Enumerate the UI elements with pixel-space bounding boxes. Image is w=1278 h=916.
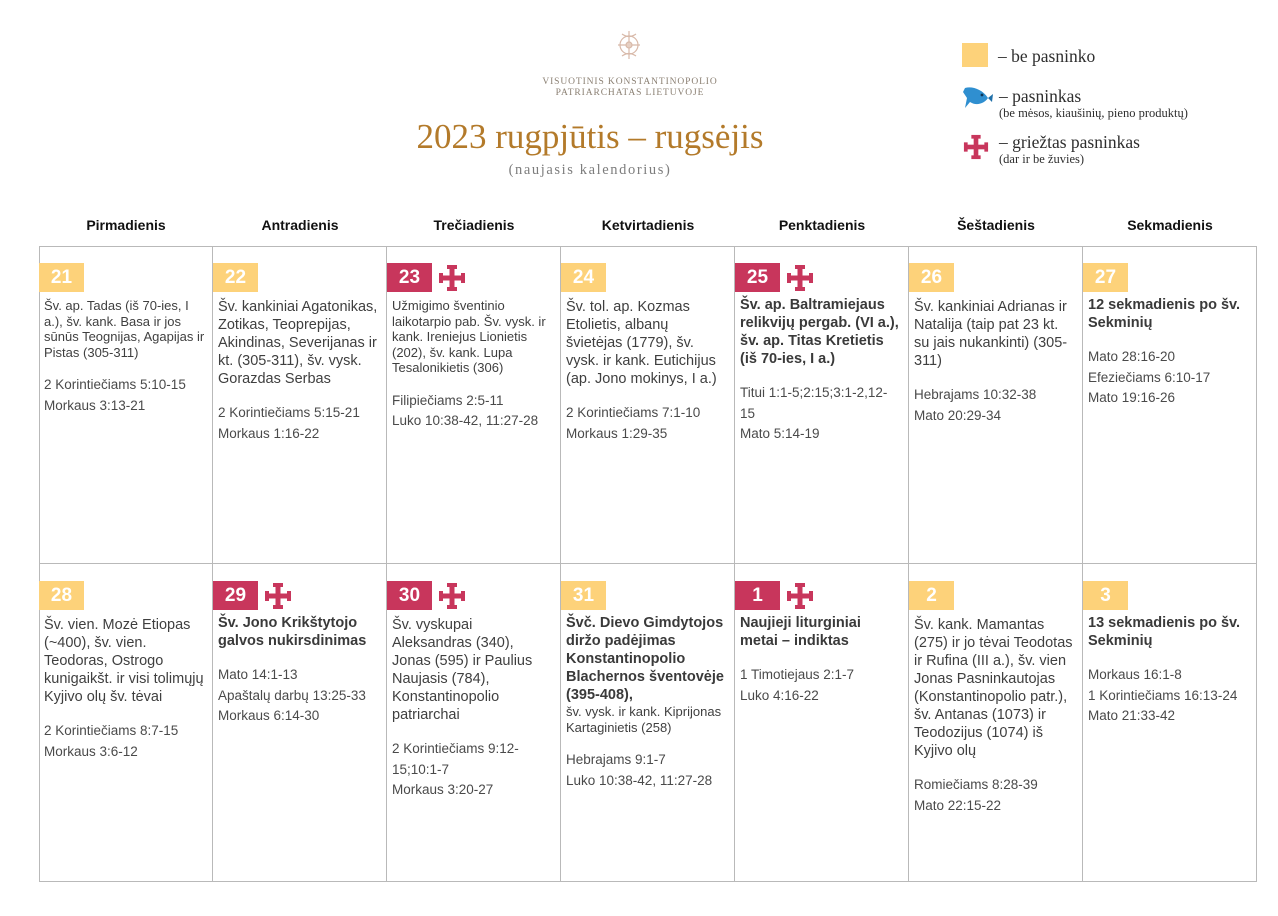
patriarchate-line-1: VISUOTINIS KONSTANTINOPOLIO: [542, 77, 718, 87]
day-number: 31: [561, 581, 606, 610]
day-content: [740, 614, 902, 706]
day-number: 2: [909, 581, 954, 610]
day-content: [218, 614, 380, 727]
day-content: [44, 616, 206, 762]
legend-label: – be pasninko: [998, 46, 1096, 66]
legend-no-fast: [998, 46, 1095, 67]
day-number: 27: [1083, 263, 1128, 292]
feast-description: Švč. Dievo Gimdytojos diržo padėjimas Konstantinopolio Blachernos šventovėje (395-408),: [566, 615, 724, 703]
calendar-day-cell: [213, 564, 387, 882]
reading-reference: 1 Korintiečiams 16:13-24: [1088, 687, 1238, 703]
reading-reference: Morkaus 1:29-35: [566, 425, 668, 441]
calendar-day-cell: [1083, 246, 1257, 564]
page-subtitle: (naujasis kalendorius): [508, 162, 672, 178]
day-content: [740, 296, 902, 445]
feast-description: Šv. kank. Mamantas (275) ir jo tėvai Teodotas ir Rufina (III a.), šv. vien Jonas Pasninkautojas (Konstantinopolio patr.), šv. Antanas (1073) ir Teodozijus (1074) iš Kyjivo olų: [914, 617, 1073, 759]
reading-reference: Mato 14:1-13: [218, 667, 298, 682]
calendar-day-cell: [387, 246, 561, 564]
reading-reference: Romiečiams 8:28-39: [914, 777, 1038, 792]
calendar-day-cell: [1083, 564, 1257, 882]
feast-description: 12 sekmadienis po šv. Sekminių: [1088, 297, 1241, 331]
scripture-readings: [740, 665, 902, 706]
day-content: [392, 616, 554, 801]
day-content: [218, 298, 380, 444]
reading-reference: Mato 19:16-26: [1088, 390, 1176, 405]
feast-description: Šv. kankiniai Adrianas ir Natalija (taip pat 23 kt. su jais nukankinti) (305-311): [914, 299, 1068, 369]
legend-note: (be mėsos, kiaušinių, pieno produktų): [999, 106, 1188, 120]
day-number: 24: [561, 263, 606, 292]
scripture-readings: [392, 739, 554, 801]
feast-description: Šv. kankiniai Agatonikas, Zotikas, Teoprepijas, Akindinas, Severijanas ir kt. (305-311), šv. vysk. Gorazdas Serbas: [218, 299, 378, 387]
scripture-readings: [44, 721, 206, 762]
day-content: [1088, 296, 1251, 409]
weekday-label: Antradienis: [261, 217, 339, 233]
scripture-readings: [44, 375, 206, 416]
calendar-day-cell: [561, 246, 735, 564]
fish-icon: [962, 84, 994, 110]
reading-reference: 1 Timotiejaus 2:1-7: [740, 667, 855, 682]
day-number: 25: [735, 263, 780, 292]
scripture-readings: [392, 391, 554, 432]
page-title: 2023 rugpjūtis – rugsėjis: [416, 117, 764, 156]
patriarchate-name: [490, 77, 770, 99]
reading-reference: 2 Korintiečiams 5:10-15: [44, 377, 186, 392]
cross-icon: [264, 582, 292, 610]
reading-reference: Morkaus 6:14-30: [218, 708, 320, 723]
day-number: 22: [213, 263, 258, 292]
reading-reference: Hebrajams 9:1-7: [566, 752, 666, 767]
patriarchate-emblem-icon: [612, 28, 646, 62]
day-number: 1: [735, 581, 780, 610]
reading-reference: Luko 10:38-42, 11:27-28: [392, 413, 539, 428]
calendar-day-cell: [561, 564, 735, 882]
cross-icon: [786, 582, 814, 610]
calendar-day-cell: [909, 246, 1083, 564]
reading-reference: Mato 5:14-19: [740, 426, 820, 441]
reading-reference: Mato 22:15-22: [914, 797, 1002, 813]
scripture-readings: [740, 383, 902, 445]
day-content: [392, 298, 554, 432]
day-content: [1088, 614, 1251, 727]
feast-description: Užmigimo šventinio laikotarpio pab. Šv. vysk. ir kank. Ireniejus Lionietis (202), šv. kank. Lupa Tesalonikietis (306): [392, 298, 546, 375]
legend-fast: [999, 86, 1188, 121]
reading-reference: Morkaus 3:20-27: [392, 782, 494, 797]
day-number: 3: [1083, 581, 1128, 610]
reading-reference: Titui 1:1-5;2:15;3:1-2,12-15: [740, 385, 888, 421]
feast-description: Šv. tol. ap. Kozmas Etolietis, albanų švietėjas (1779), šv. vysk. ir kank. Eutichijus (ap. Jono mokinys, I a.): [566, 299, 717, 387]
weekday-label: Trečiadienis: [433, 217, 515, 233]
reading-reference: Efeziečiams 6:10-17: [1088, 369, 1211, 385]
feast-description: Šv. ap. Baltramiejaus relikvijų pergab. (VI a.), šv. ap. Titas Kretietis (iš 70-ies, I a.): [740, 297, 899, 367]
reading-reference: Apaštalų darbų 13:25-33: [218, 687, 366, 703]
day-content: [914, 298, 1076, 426]
feast-description: Naujieji liturginiai metai – indiktas: [740, 615, 861, 649]
feast-description: Šv. ap. Tadas (iš 70-ies, I a.), šv. kank. Basa ir jos sūnūs Teognijas, Agapijas ir Pistas (305-311): [44, 298, 205, 360]
reading-reference: Morkaus 3:6-12: [44, 743, 138, 759]
legend-label: – griežtas pasninkas: [999, 132, 1140, 152]
calendar-day-cell: [909, 564, 1083, 882]
scripture-readings: [914, 775, 1076, 816]
calendar-day-cell: [213, 246, 387, 564]
day-number: 28: [39, 581, 84, 610]
scripture-readings: [566, 403, 728, 444]
day-content: [44, 298, 206, 416]
scripture-readings: [218, 403, 380, 444]
calendar-day-cell: [39, 246, 213, 564]
legend-label: – pasninkas: [999, 86, 1082, 106]
feast-description: Šv. Jono Krikštytojo galvos nukirsdinimas: [218, 615, 367, 649]
scripture-readings: [1088, 665, 1251, 727]
reading-reference: Mato 28:16-20: [1088, 349, 1176, 364]
reading-reference: Mato 20:29-34: [914, 407, 1002, 423]
legend-strict-fast: [999, 132, 1140, 167]
day-number: 23: [387, 263, 432, 292]
feast-description: 13 sekmadienis po šv. Sekminių: [1088, 615, 1241, 649]
reading-reference: Filipiečiams 2:5-11: [392, 392, 504, 408]
reading-reference: Luko 10:38-42, 11:27-28: [566, 772, 713, 788]
reading-reference: Morkaus 1:16-22: [218, 425, 320, 441]
cross-icon: [438, 582, 466, 610]
legend-note: (dar ir be žuvies): [999, 152, 1085, 166]
reading-reference: 2 Korintiečiams 8:7-15: [44, 723, 179, 738]
scripture-readings: [218, 665, 380, 727]
reading-reference: 2 Korintiečiams 7:1-10: [566, 405, 701, 420]
day-content: [914, 616, 1076, 816]
cross-icon: [786, 264, 814, 292]
feast-description: Šv. vyskupai Aleksandras (340), Jonas (595) ir Paulius Naujasis (784), Konstantinopolio patriarchai: [392, 617, 533, 723]
cross-icon: [962, 134, 990, 160]
scripture-readings: [566, 750, 728, 791]
weekday-label: Penktadienis: [778, 217, 866, 233]
scripture-readings: [1088, 347, 1251, 409]
reading-reference: 2 Korintiečiams 5:15-21: [218, 405, 360, 420]
feast-description-extra: šv. vysk. ir kank. Kiprijonas Kartaginietis (258): [566, 704, 722, 735]
weekday-label: Ketvirtadienis: [601, 217, 695, 233]
day-number: 26: [909, 263, 954, 292]
day-content: [566, 298, 728, 444]
calendar-day-cell: [387, 564, 561, 882]
cross-icon: [438, 264, 466, 292]
reading-reference: 2 Korintiečiams 9:12-15;10:1-7: [392, 741, 519, 777]
weekday-label: Sekmadienis: [1127, 217, 1213, 233]
calendar-day-cell: [39, 564, 213, 882]
day-number: 21: [39, 263, 84, 292]
patriarchate-line-2: PATRIARCHATAS LIETUVOJE: [555, 88, 705, 98]
reading-reference: Luko 4:16-22: [740, 687, 819, 703]
day-number: 29: [213, 581, 258, 610]
day-content: [566, 614, 728, 791]
day-number: 30: [387, 581, 432, 610]
weekday-label: Pirmadienis: [86, 217, 166, 233]
reading-reference: Mato 21:33-42: [1088, 708, 1176, 723]
reading-reference: Morkaus 3:13-21: [44, 397, 146, 413]
feast-description: Šv. vien. Mozė Etiopas (~400), šv. vien. Teodoras, Ostrogo kunigaikšt. ir visi tolimųjų Kyjivo olų šv. tėvai: [44, 617, 204, 705]
calendar-grid: [39, 246, 1257, 882]
calendar-header: [0, 0, 1278, 200]
weekday-label: Šeštadienis: [957, 217, 1035, 233]
reading-reference: Morkaus 16:1-8: [1088, 667, 1182, 682]
calendar-day-cell: [735, 246, 909, 564]
scripture-readings: [914, 385, 1076, 426]
reading-reference: Hebrajams 10:32-38: [914, 387, 1037, 402]
no-fast-swatch-icon: [962, 43, 988, 67]
calendar-day-cell: [735, 564, 909, 882]
